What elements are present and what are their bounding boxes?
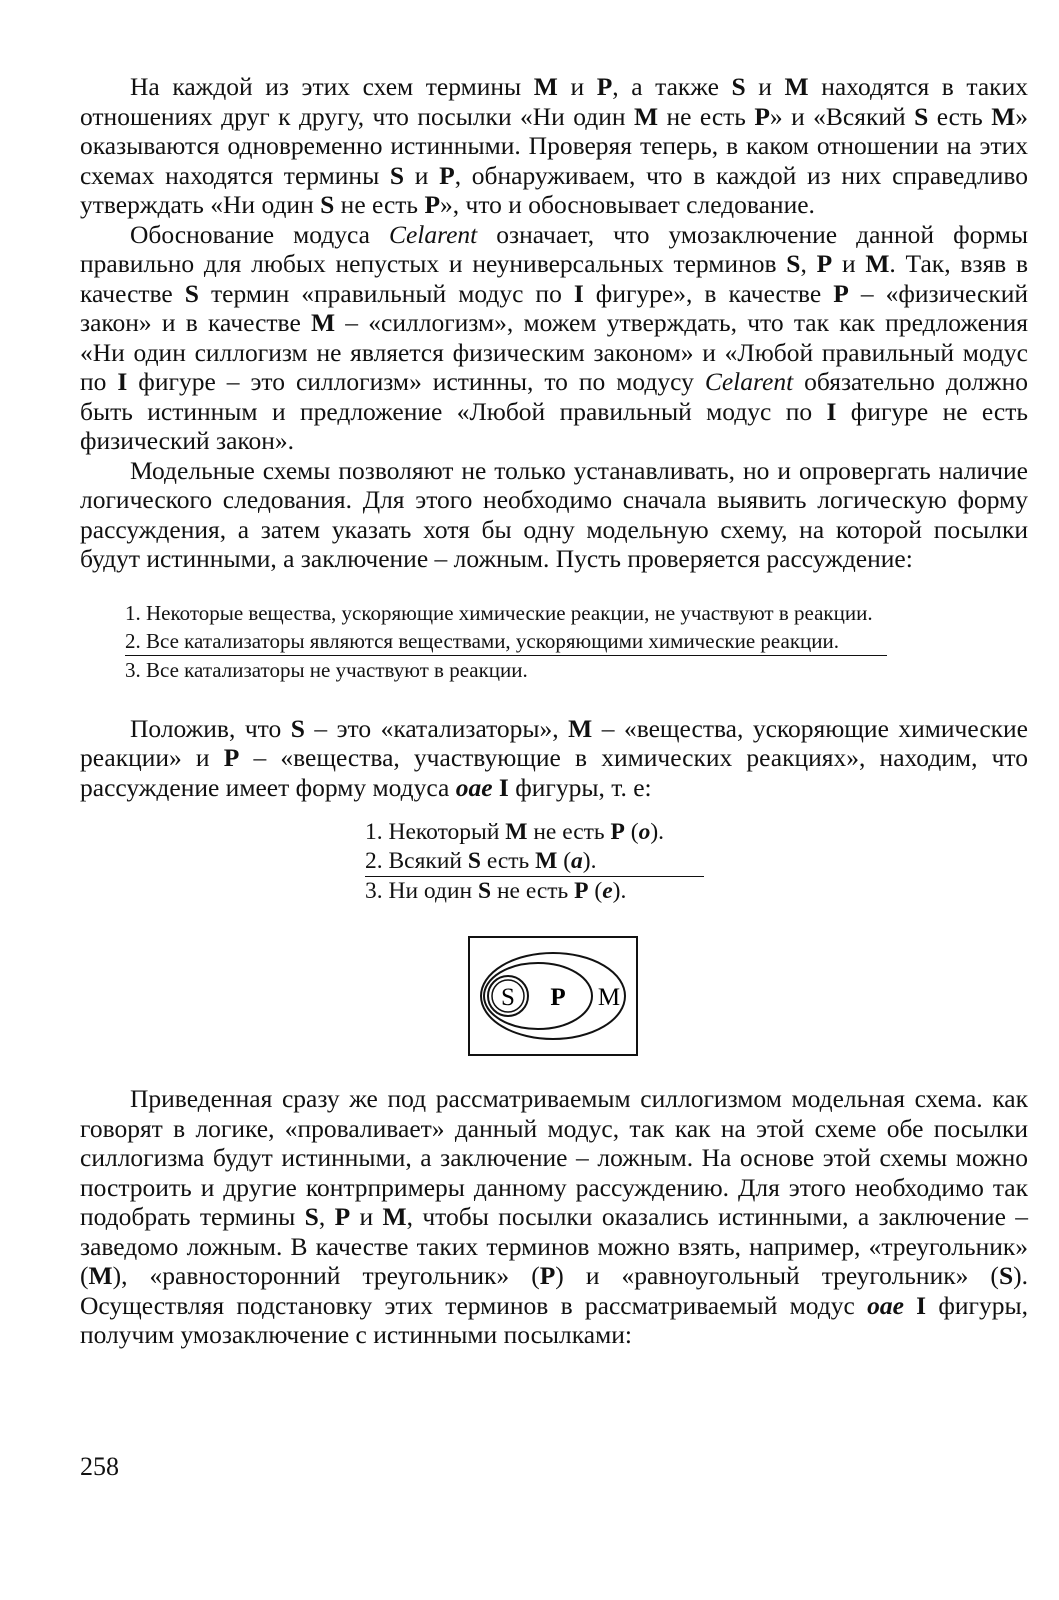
syllogism-form [365,818,1028,906]
form-premise-2: 2. Всякий S есть M (a). [365,847,704,877]
euler-diagram [468,936,638,1056]
euler-diagram-svg [468,936,638,1056]
label-s: S [501,984,515,1011]
form-premise-1: 1. Некоторый M не есть P (o). [365,819,665,845]
paragraph-1: На каждой из этих схем термины M и P, а также S и M находятся в таких отношениях друг к другу, что посылки «Ни один M не есть P» и «Всякий S есть M» оказываются одновременно истинными. Проверяя теперь, в каком отношении на этих схемах находятся термины S и P, обнаруживаем, что в каждой из них справедливо утверждать «Ни один S не есть P», что и обосновывает следование. [80,72,1029,219]
label-m: M [597,984,621,1011]
page-body [80,72,1028,1350]
paragraph-2: Обоснование модуса Celarent означает, что умозаключение данной формы правильно для любых непустых и неуниверсальных терминов S, P и M. Так, взяв в качестве S термин «правильный модус по I фигуре», в качестве P – «физический закон» и в качестве M – «силлогизм», можем утверждать, что так как предложения «Ни один силлогизм не является физическим законом» и «Любой правильный модус по I фигуре – это силлогизм» истинны, то по модусу Celarent обязательно должно быть истинным и предложение «Любой правильный модус по I фигуре не есть физический закон». [80,219,1029,455]
conclusion: 3. Все катализаторы не участвуют в реакции. [125,657,528,682]
page-number: 258 [80,1452,119,1481]
premise-2: 2. Все катализаторы являются веществами, ускоряющими химические реакции. [125,627,887,656]
syllogism-example-1 [125,599,1028,684]
premise-1: 1. Некоторые вещества, ускоряющие химические реакции, не участвуют в реакции. [125,600,873,625]
label-p: P [550,984,566,1011]
paragraph-5: Приведенная сразу же под рассматриваемым силлогизмом модельная схема. как говорят в логике, «проваливает» данный модус, так как на этой схеме обе посылки силлогизма будут истинными, а заключение – ложным. На основе этой схемы можно построить и другие контрпримеры данному рассуждению. Для этого необходимо так подобрать термины S, P и M, чтобы посылки оказались истинными, а заключение – заведомо ложным. В качестве таких терминов можно взять, например, «треугольник» (M), «равносторонний треугольник» (P) и «равноугольный треугольник» (S). Осуществляя подстановку этих терминов в рассматриваемый модус oae I фигуры, получим умозаключение с истинными посылками: [80,1084,1029,1349]
paragraph-3: Модельные схемы позволяют не только устанавливать, но и опровергать наличие логического следования. Для этого необходимо сначала выявить логическую форму рассуждения, а затем указать хотя бы одну модельную схему, на которой посылки будут истинными, а заключение – ложным. Пусть проверяется рассуждение: [80,455,1028,573]
form-conclusion: 3. Ни один S не есть P (e). [365,878,627,904]
paragraph-4: Положив, что S – это «катализаторы», M – «вещества, ускоряющие химические реакции» и P – «вещества, участвующие в химических реакциях», находим, что рассуждение имеет форму модуса oae I фигуры, т. е: [80,713,1028,802]
